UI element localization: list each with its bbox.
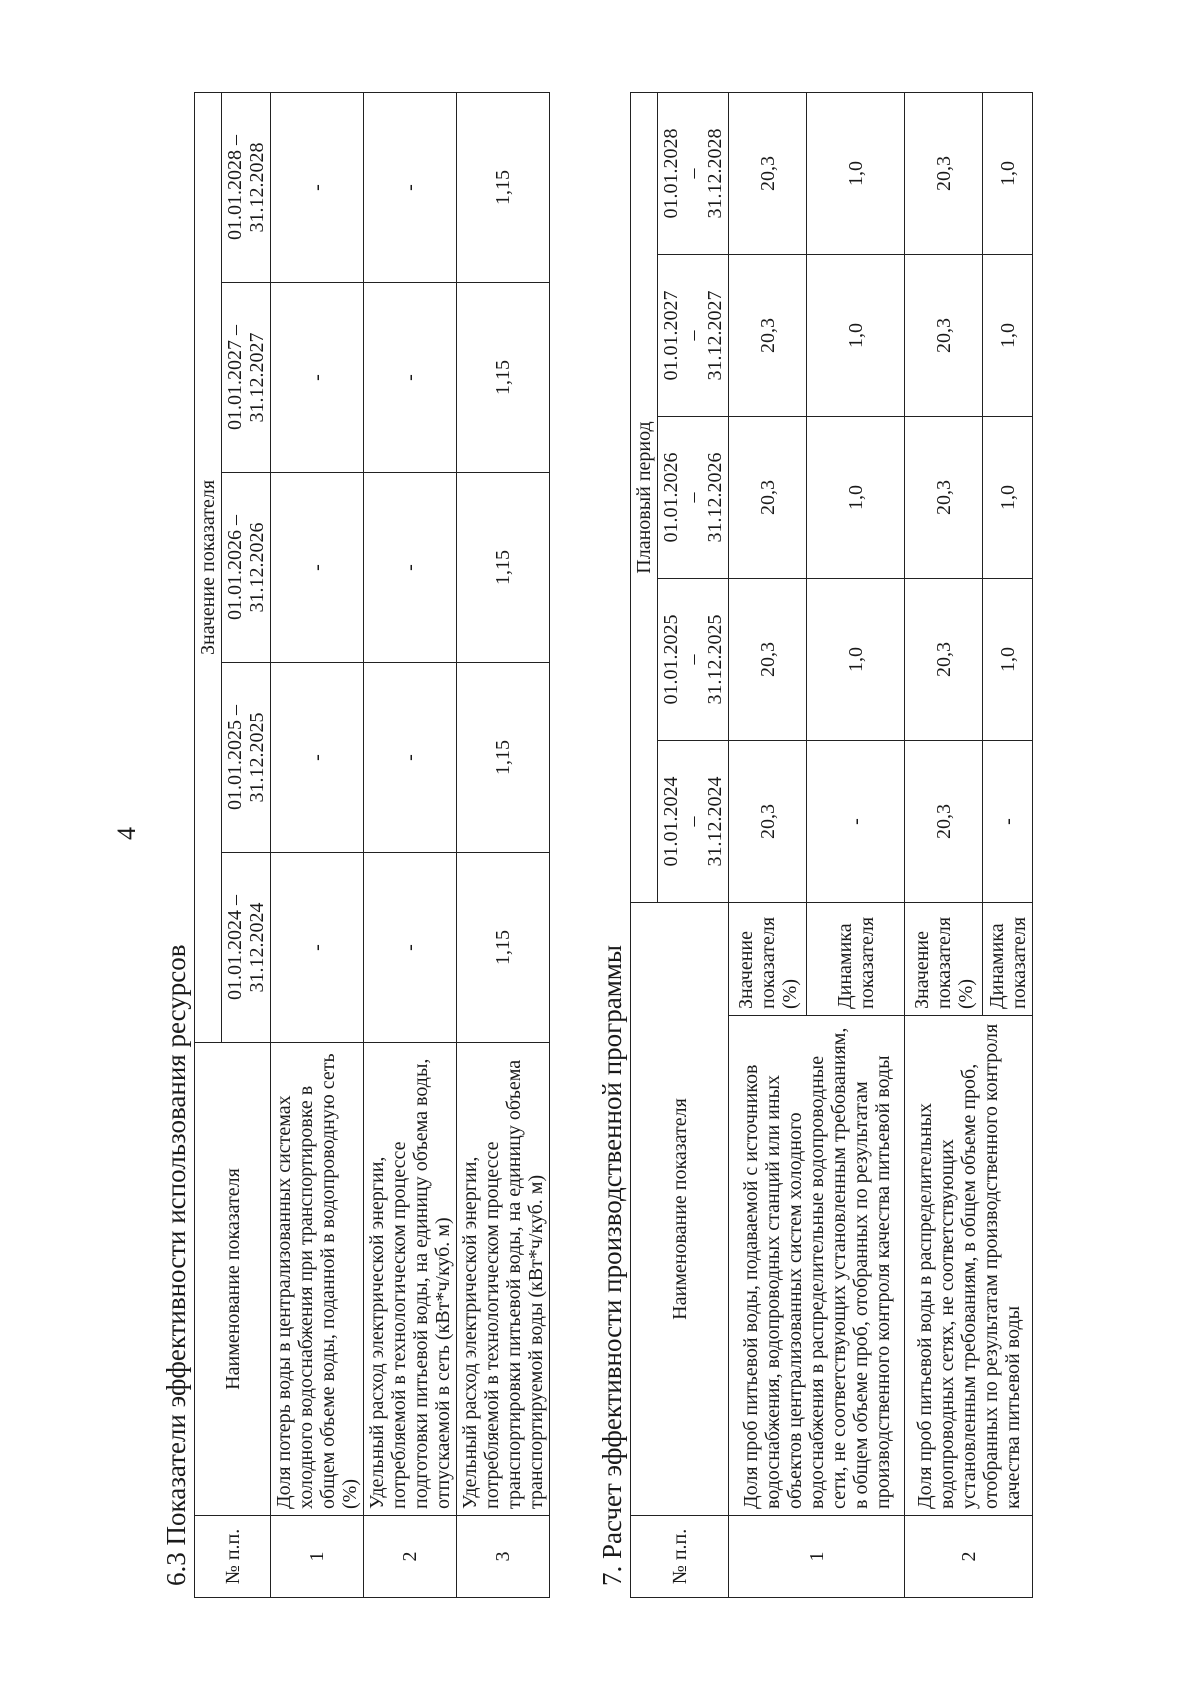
period-dash: – bbox=[682, 168, 704, 179]
production-program-table bbox=[630, 92, 1033, 1598]
row-num: 2 bbox=[364, 1516, 457, 1598]
row-value: 1,15 bbox=[457, 92, 550, 282]
header-period-1: 01.01.2024 – 31.12.2024 bbox=[222, 853, 271, 1043]
row-value: 1,15 bbox=[457, 283, 550, 473]
row-value: - bbox=[807, 741, 905, 903]
header-name: Наименование показателя bbox=[631, 903, 729, 1516]
row-value: - bbox=[271, 92, 364, 282]
row-value: 1,15 bbox=[457, 663, 550, 853]
period-dash: – bbox=[682, 330, 704, 341]
row-value: 20,3 bbox=[729, 579, 807, 741]
row-name: Удельный расход электрической энергии, потребляемой в технологическом процессе транспортировки питьевой воды, на единицу объема транспортируемой воды (кВт*ч/куб. м) bbox=[457, 1043, 550, 1516]
header-period-3: 01.01.2026 – 31.12.2026 bbox=[222, 473, 271, 663]
row-value: - bbox=[271, 473, 364, 663]
section-title-6-3: 6.3 Показатели эффективности использования ресурсов bbox=[161, 944, 191, 1586]
row-value: - bbox=[271, 663, 364, 853]
row-value: - bbox=[364, 283, 457, 473]
row-value: 20,3 bbox=[905, 417, 983, 579]
header-period-4: 01.01.2027 – 31.12.2027 bbox=[222, 283, 271, 473]
row-value: 1,0 bbox=[807, 579, 905, 741]
header-period-2 bbox=[658, 579, 729, 741]
header-period-5 bbox=[658, 92, 729, 254]
table-header-row bbox=[631, 92, 658, 1597]
page-number: 4 bbox=[112, 827, 141, 840]
row-value: 1,0 bbox=[983, 255, 1033, 417]
row-value: - bbox=[364, 92, 457, 282]
period-dash: – bbox=[682, 492, 704, 503]
row-value: 1,15 bbox=[457, 473, 550, 663]
header-period-3 bbox=[658, 417, 729, 579]
row-num: 1 bbox=[271, 1516, 364, 1598]
row-value: 1,0 bbox=[983, 579, 1033, 741]
row-value: - bbox=[271, 283, 364, 473]
header-name: Наименование показателя bbox=[195, 1043, 271, 1516]
row-value: 20,3 bbox=[905, 741, 983, 903]
row-sub-label: Динамика показателя bbox=[807, 903, 905, 1016]
row-value: 1,15 bbox=[457, 853, 550, 1043]
row-value: 1,0 bbox=[807, 92, 905, 254]
period-dash: – bbox=[682, 654, 704, 665]
header-num: № п.п. bbox=[631, 1516, 729, 1598]
period-start: 01.01.2028 bbox=[660, 128, 682, 219]
row-name: Доля проб питьевой воды, подаваемой с источников водоснабжения, водопроводных станций или иных объектов централизованных систем холодного водоснабжения в распределительные водопроводные сети, не соответствующих установленным требованиям, в общем объеме проб, отобранных по результатам производственного контроля качества питьевой воды bbox=[729, 1016, 905, 1516]
row-value: - bbox=[364, 853, 457, 1043]
row-value: 20,3 bbox=[729, 92, 807, 254]
header-period-2: 01.01.2025 – 31.12.2025 bbox=[222, 663, 271, 853]
row-value: 1,0 bbox=[807, 255, 905, 417]
row-sub-label: Значение показателя (%) bbox=[905, 903, 983, 1016]
row-value: 20,3 bbox=[905, 92, 983, 254]
row-value: - bbox=[364, 473, 457, 663]
period-start: 01.01.2024 bbox=[660, 776, 682, 867]
header-value-group: Значение показателя bbox=[195, 92, 222, 1042]
row-value: 20,3 bbox=[729, 741, 807, 903]
row-value: - bbox=[271, 853, 364, 1043]
period-end: 31.12.2026 bbox=[704, 452, 726, 543]
row-value: 1,0 bbox=[983, 92, 1033, 254]
row-name: Доля проб питьевой воды в распределительных водопроводных сетях, не соответствующих установленным требованиям, в общем объеме проб, отобранных по результатам производственного контроля качества питьевой воды bbox=[905, 1016, 1033, 1516]
row-name: Удельный расход электрической энергии, потребляемой в технологическом процессе подготовки питьевой воды, на единицу объема воды, отпускаемой в сеть (кВт*ч/куб. м) bbox=[364, 1043, 457, 1516]
row-value: 1,0 bbox=[983, 417, 1033, 579]
table-row bbox=[271, 92, 364, 1597]
period-end: 31.12.2028 bbox=[704, 128, 726, 219]
row-value: 20,3 bbox=[729, 255, 807, 417]
row-value: 20,3 bbox=[729, 417, 807, 579]
row-value: 20,3 bbox=[905, 255, 983, 417]
period-end: 31.12.2024 bbox=[704, 776, 726, 867]
table-row bbox=[457, 92, 550, 1597]
header-period-1 bbox=[658, 741, 729, 903]
table-row bbox=[364, 92, 457, 1597]
row-sub-label: Значение показателя (%) bbox=[729, 903, 807, 1016]
row-value: 1,0 bbox=[807, 417, 905, 579]
table-row bbox=[905, 92, 983, 1597]
row-sub-label: Динамика показателя bbox=[983, 903, 1033, 1016]
rotated-page-content bbox=[160, 80, 1120, 1610]
row-num: 3 bbox=[457, 1516, 550, 1598]
period-start: 01.01.2025 bbox=[660, 614, 682, 705]
header-plan-group: Плановый период bbox=[631, 92, 658, 902]
period-start: 01.01.2027 bbox=[660, 290, 682, 381]
period-end: 31.12.2025 bbox=[704, 614, 726, 705]
header-num: № п.п. bbox=[195, 1516, 271, 1598]
section-title-7: 7. Расчет эффективности производственной программы bbox=[597, 944, 627, 1586]
period-dash: – bbox=[682, 816, 704, 827]
header-period-5: 01.01.2028 – 31.12.2028 bbox=[222, 92, 271, 282]
row-num: 2 bbox=[905, 1516, 1033, 1598]
row-value: 20,3 bbox=[905, 579, 983, 741]
period-start: 01.01.2026 bbox=[660, 452, 682, 543]
row-num: 1 bbox=[729, 1516, 905, 1598]
header-period-4 bbox=[658, 255, 729, 417]
period-end: 31.12.2027 bbox=[704, 290, 726, 381]
row-name: Доля потерь воды в централизованных системах холодного водоснабжения при транспортировке в общем объеме воды, поданной в водопроводную сеть (%) bbox=[271, 1043, 364, 1516]
resource-efficiency-table bbox=[194, 92, 550, 1598]
row-value: - bbox=[983, 741, 1033, 903]
row-value: - bbox=[364, 663, 457, 853]
table-row bbox=[729, 92, 807, 1597]
table-header-row bbox=[195, 92, 222, 1597]
